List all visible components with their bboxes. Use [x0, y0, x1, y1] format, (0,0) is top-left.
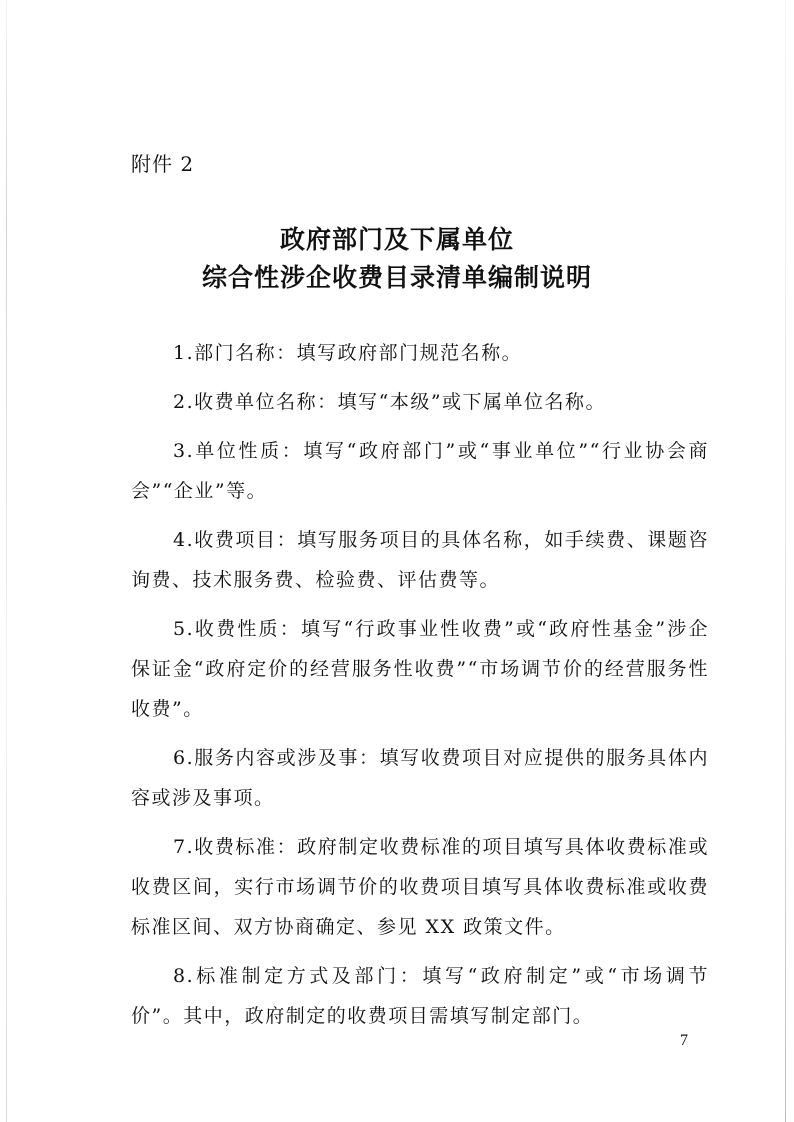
document-title-line-1: 政府部门及下属单位 [279, 225, 514, 254]
instruction-item-3: 3.单位性质：填写“政府部门”或“事业单位”“行业协会商会”“企业”等。 [131, 440, 709, 502]
instruction-item-4: 4.收费项目：填写服务项目的具体名称，如手续费、课题咨询费、技术服务费、检验费、评估费等。 [131, 529, 709, 591]
instruction-item-6: 6.服务内容或涉及事：填写收费项目对应提供的服务具体内容或涉及事项。 [131, 747, 709, 809]
instruction-item-2: 2.收费单位名称：填写“本级”或下属单位名称。 [173, 391, 607, 413]
instruction-item-7: 7.收费标准：政府制定收费标准的项目填写具体收费标准或收费区间，实行市场调节价的收费项目填写具体收费标准或收费标准区间、双方协商确定、参见 XX 政策文件。 [131, 836, 709, 938]
instruction-list [131, 333, 709, 1045]
scan-edge-left [6, 0, 7, 1122]
document-title-line-2: 综合性涉企收费目录清单编制说明 [201, 263, 592, 292]
scan-edge-right [785, 0, 786, 1122]
instruction-item-8: 8.标准制定方式及部门：填写“政府制定”或“市场调节价”。其中，政府制定的收费项目需填写制定部门。 [131, 965, 709, 1027]
page-number: 7 [680, 1032, 688, 1049]
instruction-item-1: 1.部门名称：填写政府部门规范名称。 [173, 342, 523, 364]
instruction-item-5: 5.收费性质：填写“行政事业性收费”或“政府性基金”涉企保证金“政府定价的经营服务性收费”“市场调节价的经营服务性收费”。 [131, 618, 709, 720]
attachment-label: 附件 2 [131, 152, 195, 176]
